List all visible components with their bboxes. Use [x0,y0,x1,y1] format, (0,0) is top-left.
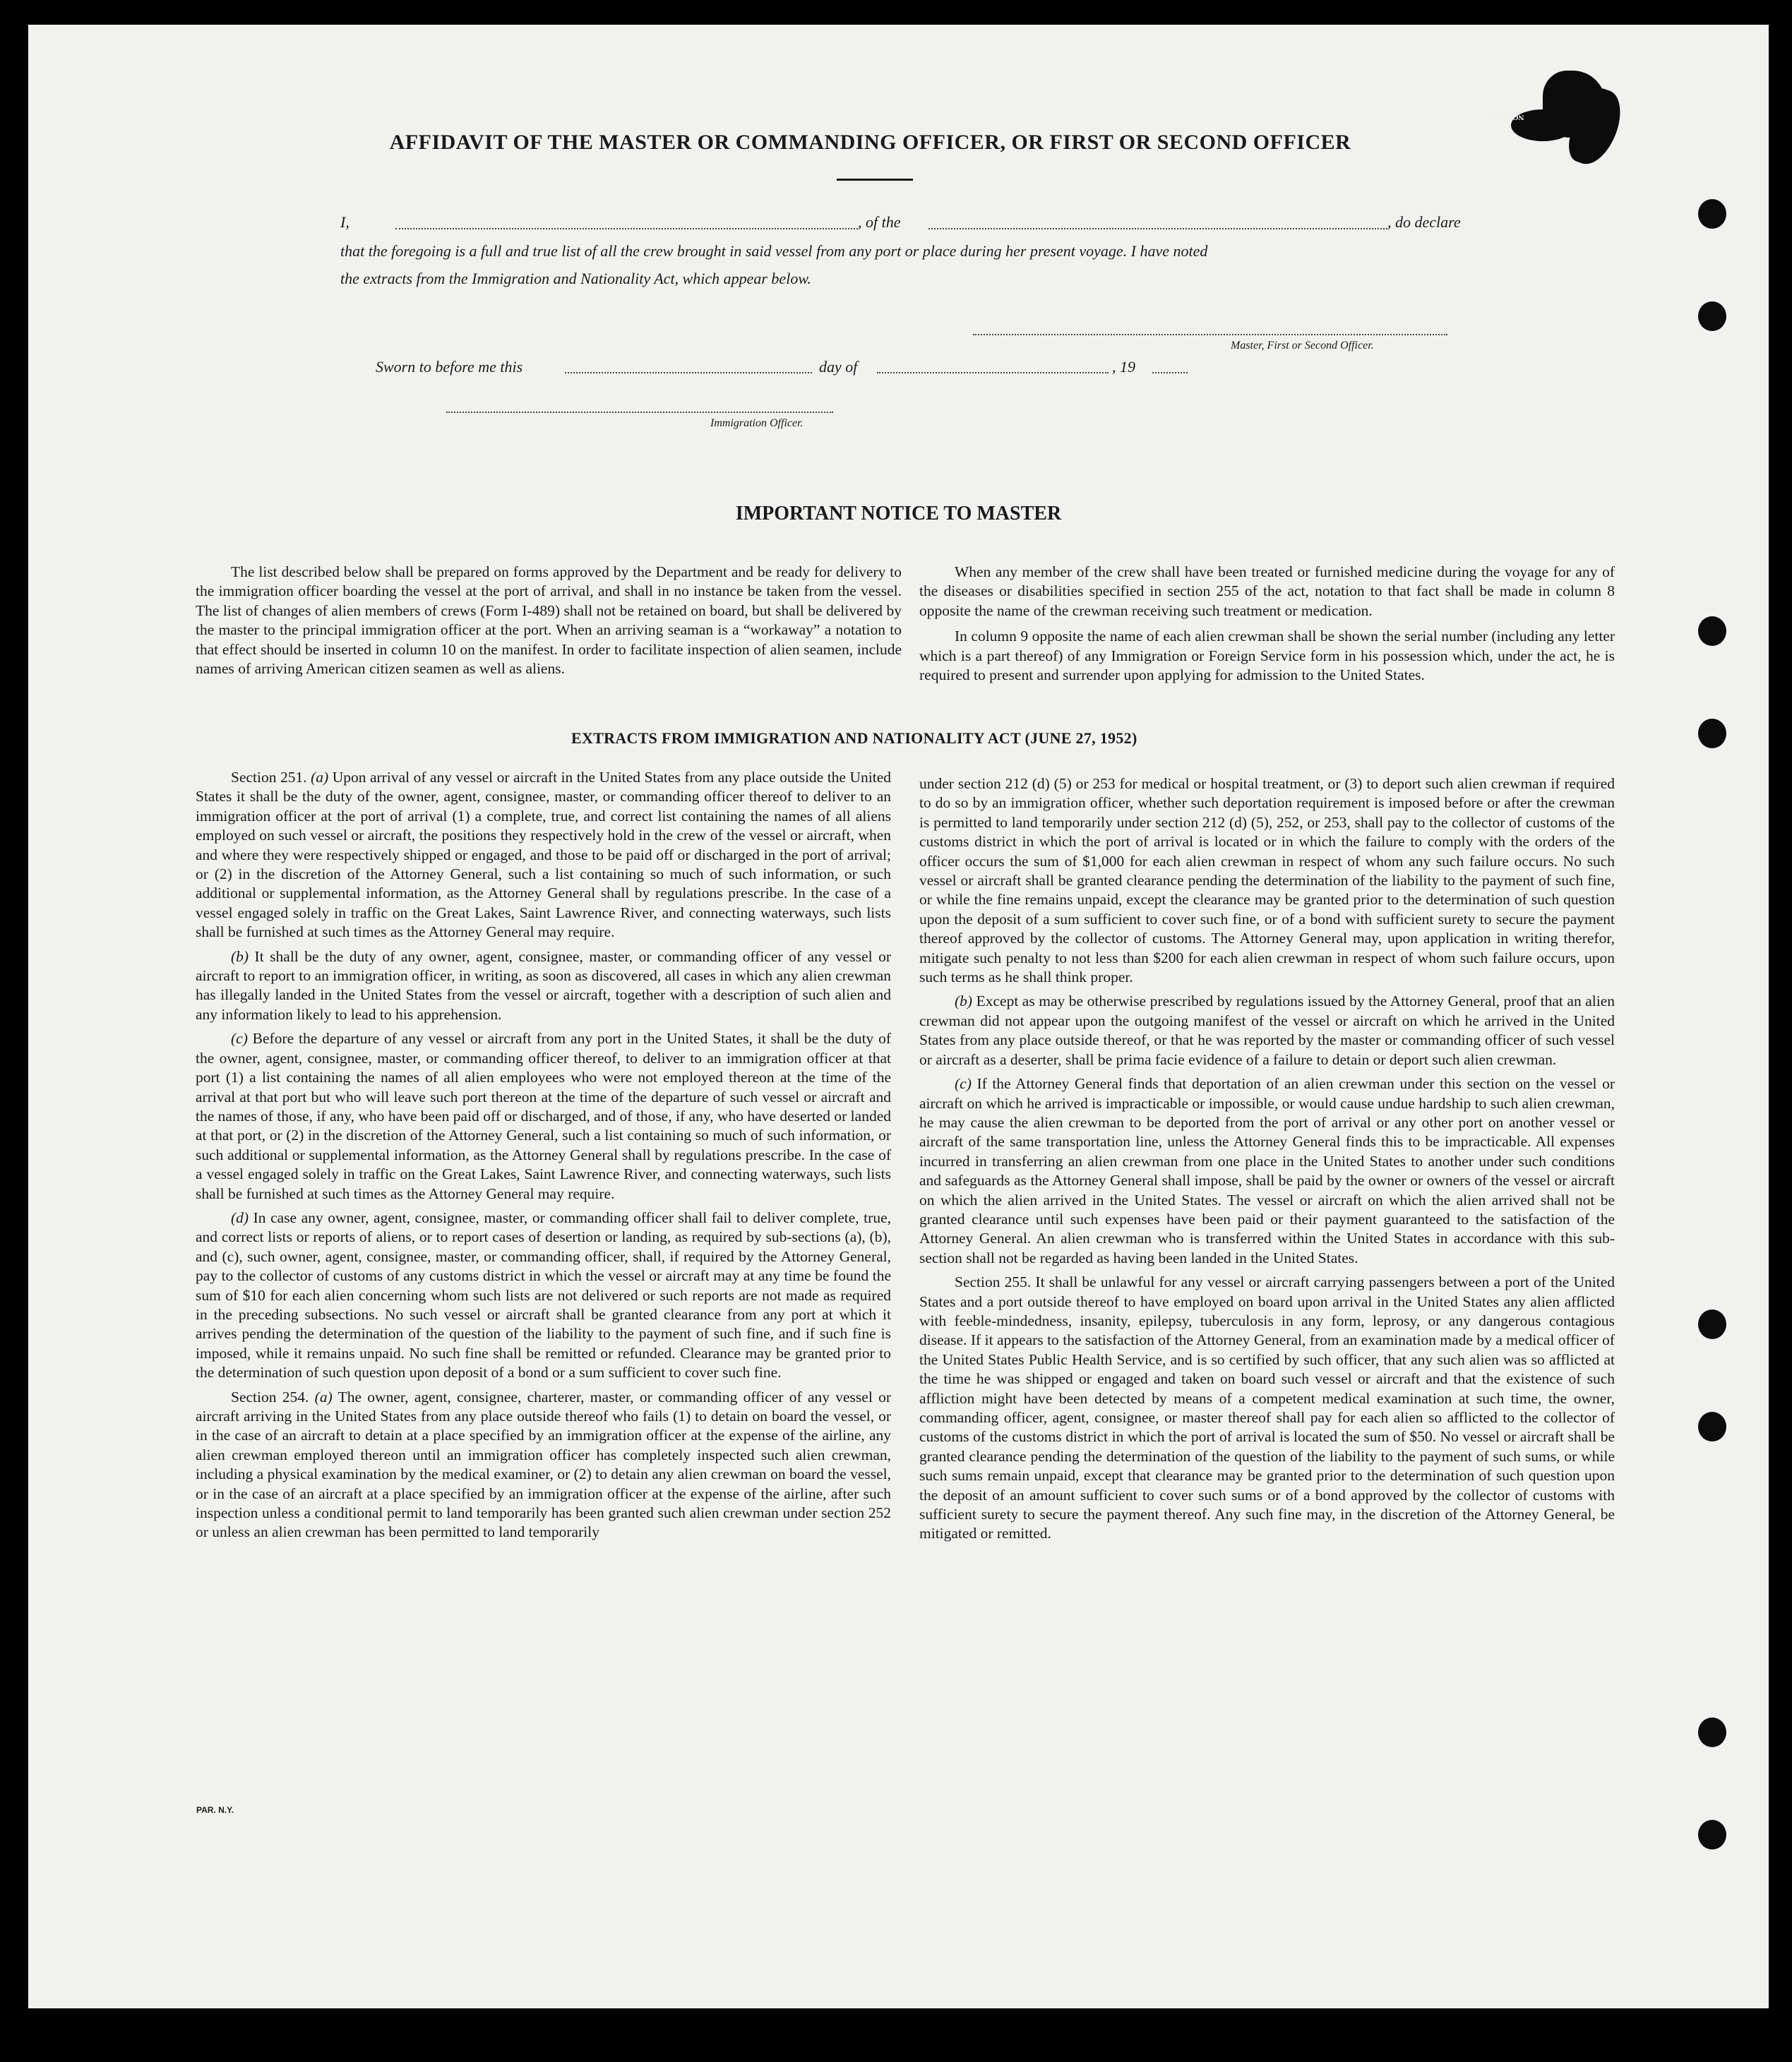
notice-left-paragraph: The list described below shall be prepared on forms approved by the Department and be ready for delivery to the immigration officer boarding the vessel at the port of arrival, and shall in no instance be taken from the vessel. The list of changes of alien members of crews (Form I-489) shall not be retained on board, but shall be delivered by the master to the principal immigration officer at the port. When an arriving seaman is a “workaway” a notation to that effect should be inserted in column 10 on the manifest. In order to facilitate inspection of alien seamen, include names of arriving American citizen seamen as well as aliens. [196,563,902,678]
notice-right-column [919,563,1615,690]
section-number: Section 255. [955,1273,1036,1291]
declaration-i: I, [340,213,350,231]
sworn-year-field[interactable] [1152,372,1188,373]
officer-signature-label: Immigration Officer. [710,417,804,429]
notice-heading: IMPORTANT NOTICE TO MASTER [735,503,1062,525]
extracts-left-column [196,768,891,1547]
extract-paragraph [196,1209,891,1383]
extract-paragraph [919,1074,1615,1268]
subsection-label: (b) [231,947,249,965]
declaration-of-the: , of the [858,213,901,231]
declaration-do-declare: , do declare [1387,213,1461,231]
notice-left-column [196,563,902,683]
master-signature-label: Master, First or Second Officer. [1231,340,1374,352]
extract-text: It shall be unlawful for any vessel or aircraft carrying passengers between a port of the United States and a port outside thereof to have employed on board upon arrival in the United States any alien afflicted with feeble-mindedness, insanity, epilepsy, tuberculosis in any form, leprosy, or any dangerous contagious disease. If it appears to the satisfaction of the Attorney General, from an examination made by a medical officer of the United States Public Health Service, and is so certified by such officer, that any such alien was so afflicted at the time he was shipped or engaged and taken on board such vessel or aircraft and that the existence of such affliction might have been detected by means of a competent medical examination at such time, the owner, commanding officer, agent, consignee, or master thereof shall pay for each alien so afflicted to the collector of customs of the customs district in which the port of arrival is located the sum of $50. No vessel or aircraft shall be granted clearance pending the determination of the question of the liability to the payment of such sums, or while such sums remain unpaid, except that clearance may be granted prior to the determination of such question upon the deposit of an amount sufficient to cover such sums or of a bond approved by the collector of customs with sufficient surety to secure the payment thereof. Any such fine may, in the discretion of the Attorney General, be mitigated or remitted. [919,1273,1615,1542]
binder-hole-5 [1698,1309,1726,1339]
extract-paragraph [196,1029,891,1204]
declaration-line-3: the extracts from the Immigration and Nationality Act, which appear below. [340,270,811,287]
year-text: , 19 [1112,358,1135,376]
sworn-month-field[interactable] [877,372,1109,373]
extract-text: Upon arrival of any vessel or aircraft in the United States from any place outside the United States it shall be the duty of the owner, agent, consignee, master, or commanding officer thereof to deliver to an immigration officer at the port of arrival (1) a complete, true, and correct list containing the names of all aliens employed on such vessel or aircraft, the positions they respectively hold in the crew of the vessel or aircraft, when and where they were respectively shipped or engaged, and those to be paid off or discharged in the port of arrival; or (2) in the discretion of the Attorney General, such a list containing so much of such information, or such additional or supplemental information, as the Attorney General shall by regulations prescribe. In the case of a vessel engaged solely in traffic on the Great Lakes, Saint Lawrence River, and connecting waterways, such lists shall be furnished at such times as the Attorney General may require. [196,769,891,941]
extract-paragraph [919,992,1615,1069]
day-of-text: day of [819,358,858,376]
extract-text: The owner, agent, consignee, charterer, master, or commanding officer of any vessel or aircraft arriving in the United States from any place outside thereof who fails (1) to detain on board the vessel, or in the case of an aircraft to detain at a place specified by an immigration officer at the expense of the airline, any alien crewman employed thereon until an immigration officer has completely inspected such alien crewman, including a physical examination by the medical examiner, or (2) to detain any alien crewman on board the vessel, or in the case of an aircraft at a place specified by an immigration officer at the expense of the airline, after such inspection unless a conditional permit to land temporarily has been granted such alien crewman under section 252 or unless an alien crewman has been permitted to land temporarily [196,1388,891,1541]
corner-mark: NOITVT [1493,113,1524,121]
extract-text: under section 212 (d) (5) or 253 for medical or hospital treatment, or (3) to deport such alien crewman if required to do so by an immigration officer, whether such deportation requirement is imposed before or after the crewman is permitted to land temporarily under section 212 (d) (5), 252, or 253, shall pay to the collector of customs of the customs district in which the port of arrival is located or in which the failure to comply with the orders of the officer occurs the sum of $1,000 for each alien crewman in respect of whom any such failure occurs. No such vessel or aircraft shall be granted clearance pending the determination of the liability to the payment of such fine, or while the fine remains unpaid, except the clearance may be granted prior to the determination of such question upon the deposit of a sum sufficient to cover such fine, or of a bond with sufficient surety to secure the payment thereof approved by the collector of customs. The Attorney General may, upon application in writing therefor, mitigate such penalty to not less than $200 for each alien crewman in respect of whom such failure occurs, upon such terms as he shall think proper. [919,775,1615,986]
extracts-right-column [919,774,1615,1549]
binder-hole-6 [1698,1412,1726,1441]
extract-paragraph [919,1273,1615,1544]
extract-paragraph [196,1388,891,1542]
master-signature-line[interactable] [973,334,1447,335]
extract-text: Before the departure of any vessel or aircraft from any port in the United States, it shall be the duty of the owner, agent, consignee, master, or commanding officer thereof, to deliver to an immigration officer at that port (1) a list containing the names of all alien employees who were not employed thereon at the time of the arrival at that port but who will leave such port thereon at the time of the departure of such vessel or aircraft and the names of those, if any, who have been paid off or discharged, and of those, if any, who have deserted or landed at that port, or (2) in the discretion of the Attorney General, such a list containing so much of such information, or such additional or supplemental information, as the Attorney General shall by regulations prescribe. In the case of a vessel engaged solely in traffic on the Great Lakes, Saint Lawrence River, and connecting waterways, such lists shall be furnished at such times as the Attorney General may require. [196,1030,891,1202]
subsection-label: (c) [231,1030,248,1048]
extract-text: If the Attorney General finds that deportation of an alien crewman under this section on the vessel or aircraft on which he arrived is impracticable or impossible, or would cause undue hardship to such alien crewman, he may cause the alien crewman to be deported from the port of arrival or any other port on another vessel or aircraft of the same transportation line, unless the Attorney General finds this to be impracticable. All expenses incurred in transferring an alien crewman from one place in the United States to another under such conditions and safeguards as the Attorney General shall impose, shall be paid by the owner or owners of the vessel or aircraft on which the alien arrived in the United States. The vessel or aircraft on which the alien arrived shall not be granted clearance until such expenses have been paid or their payment guaranteed to the satisfaction of the Attorney General. An alien crewman who is transferred within the United States in accordance with this sub-section shall not be regarded as having been landed in the United States. [919,1075,1615,1266]
sworn-day-field[interactable] [565,372,812,373]
subsection-label: (a) [311,769,329,786]
extract-paragraph [919,774,1615,987]
binder-hole-1 [1698,199,1726,229]
extract-paragraph [196,947,891,1025]
binder-hole-7 [1698,1718,1726,1747]
notice-right-paragraph-1: When any member of the crew shall have been treated or furnished medicine during the voyage for any of the diseases or disabilities specified in section 255 of the act, notation to that fact shall be made in column 8 opposite the name of the crewman receiving such treatment or medication. [919,563,1615,619]
notice-right-paragraph-2: In column 9 opposite the name of each alien crewman shall be shown the serial number (including any letter which is a part thereof) of any Immigration or Foreign Service form in his possession which, under the act, he is required to present and surrender upon applying for admission to the United States. [919,628,1615,684]
title-rule [837,179,913,181]
document-page [28,25,1769,2008]
extract-paragraph [196,768,891,942]
subsection-label: (d) [231,1209,249,1226]
extract-text: In case any owner, agent, consignee, master, or commanding officer shall fail to deliver complete, true, and correct lists or reports of aliens, or to report cases of desertion or landing, as required by sub-sections (a), (b), and (c), such owner, agent, consignee, master, or commanding officer, shall, if required by the Attorney General, pay to the collector of customs of any customs district in which the vessel or aircraft may at any time be found the sum of $10 for each alien concerning whom such lists are not delivered or such reports are not made as required in the preceding subsections. No such vessel or aircraft shall be granted clearance from any port at which it arrives pending the determination of the question of the liability to the payment of such fine, and if such fine is imposed, while it remains unpaid. No such fine shall be remitted or refunded. Clearance may be granted prior to the determination of such question upon deposit of a bond or a sum sufficient to cover such fine. [196,1209,891,1381]
name-field[interactable] [395,228,858,229]
binder-hole-3 [1698,616,1726,646]
officer-signature-line[interactable] [446,412,833,413]
binder-hole-4 [1698,719,1726,748]
section-number: Section 254. [231,1388,315,1405]
printer-mark: PAR. N.Y. [196,1805,234,1815]
binder-hole-8 [1698,1820,1726,1850]
extract-text: Except as may be otherwise prescribed by regulations issued by the Attorney General, proof that an alien crewman did not appear upon the outgoing manifest of the vessel or aircraft on which he arrived in the United States from any place outside thereof, or that he was reported by the master or commanding officer of such vessel or aircraft as a deserter, shall be prima facie evidence of a failure to detain or deport such alien crewman. [919,993,1615,1068]
section-number: Section 251. [231,769,311,786]
vessel-field[interactable] [928,228,1387,229]
affidavit-title: AFFIDAVIT OF THE MASTER OR COMMANDING OFFICER, OR FIRST OR SECOND OFFICER [389,131,1351,154]
subsection-label: (a) [314,1388,333,1405]
declaration-line-2: that the foregoing is a full and true list of all the crew brought in said vessel from any port or place during her present voyage. I have noted [340,242,1208,260]
subsection-label: (c) [955,1075,972,1093]
extracts-heading: EXTRACTS FROM IMMIGRATION AND NATIONALITY ACT (JUNE 27, 1952) [571,729,1137,747]
binder-hole-2 [1698,301,1726,331]
sworn-text: Sworn to before me this [376,358,523,376]
extract-text: It shall be the duty of any owner, agent, consignee, master, or commanding officer of any vessel or aircraft to report to an immigration officer, in writing, as soon as discovered, all cases in which any alien crewman has illegally landed in the United States from the vessel or aircraft, together with a description of such alien and any information likely to lead to his apprehension. [196,947,891,1023]
subsection-label: (b) [955,993,973,1010]
